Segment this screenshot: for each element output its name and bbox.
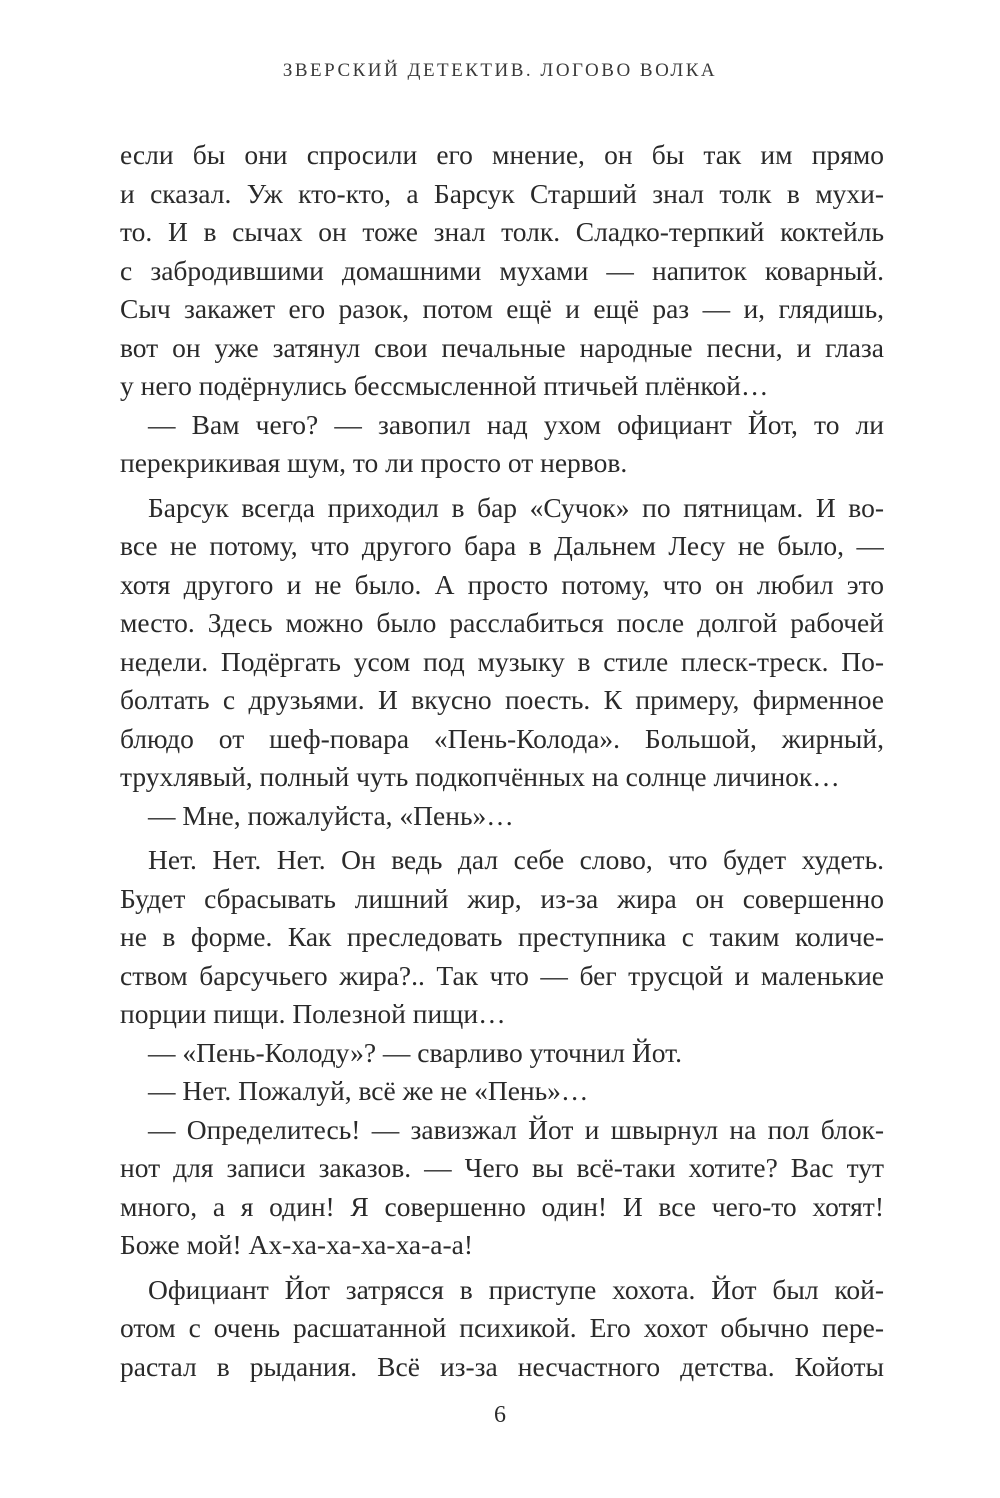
text-line: Барсук всегда приходил в бар «Сучок» по пятницам. И во- [148,491,884,523]
text-line: хотя другого и не было. А просто потому, что он любил это [120,568,884,600]
text-line: отом с очень расшатанной психикой. Его хохот обычно пере- [120,1312,884,1343]
text-line: и сказал. Уж кто-кто, а Барсук Старший знал толк в мухи- [120,177,884,209]
text-block [120,136,884,1386]
text-line: Нет. Нет. Нет. Он ведь дал себе слово, что будет худеть. [148,844,884,875]
text-line: не в форме. Как преследовать преступника с таким количе- [120,921,884,952]
text-line: — Вам чего? — завопил над ухом официант Йот, то ли [148,408,884,440]
page-number: 6 [494,1402,506,1428]
text-line: у него подёрнулись бессмысленной птичьей плёнкой… [120,370,769,401]
text-line: Официант Йот затрясся в приступе хохота. Йот был кой- [148,1273,884,1305]
text-line: — Определитесь! — завизжал Йот и швырнул на пол блок- [148,1113,884,1145]
text-line: с забродившими домашними мухами — напиток коварный. [120,254,884,286]
text-line: Будет сбрасывать лишний жир, из-за жира он совершенно [120,882,884,914]
text-line: — Мне, пожалуйста, «Пень»… [148,799,514,831]
text-line: недели. Подёргать усом под музыку в стиле плеск-треск. По- [120,645,884,677]
text-line: Сыч закажет его разок, потом ещё и ещё раз — и, глядишь, [120,293,884,324]
text-line: трухлявый, полный чуть подкопчённых на солнце личинок… [120,761,840,792]
text-line: то. И в сычах он тоже знал толк. Сладко-терпкий коктейль [120,216,884,247]
text-line: — Нет. Пожалуй, всё же не «Пень»… [148,1075,589,1106]
text-line: ством барсучьего жира?.. Так что — бег трусцой и маленькие [120,959,884,991]
text-line: если бы они спросили его мнение, он бы так им прямо [120,139,884,170]
text-line: перекрикивая шум, то ли просто от нервов. [120,447,628,478]
text-line: все не потому, что другого бара в Дальнем Лесу не было, — [120,530,884,561]
text-line: нот для записи заказов. — Чего вы всё-таки хотите? Вас тут [120,1152,884,1183]
text-line: — «Пень-Колоду»? — сварливо уточнил Йот. [148,1036,682,1068]
text-line: порции пищи. Полезной пищи… [120,998,506,1029]
text-line: болтать с друзьями. И вкусно поесть. К примеру, фирменное [120,684,884,715]
text-line: блюдо от шеф-повара «Пень-Колода». Большой, жирный, [120,722,884,754]
text-line: много, а я один! Я совершенно один! И все чего-то хотят! [120,1190,884,1222]
text-line: место. Здесь можно было расслабиться после долгой рабочей [120,607,884,638]
text-line: растал в рыдания. Всё из-за несчастного детства. Койоты [120,1350,884,1382]
running-head: ЗВЕРСКИЙ ДЕТЕКТИВ. ЛОГОВО ВОЛКА [282,60,718,81]
text-line: Боже мой! Ах-ха-ха-ха-ха-а-а! [120,1229,473,1260]
text-line: вот он уже затянул свои печальные народные песни, и глаза [120,331,884,363]
